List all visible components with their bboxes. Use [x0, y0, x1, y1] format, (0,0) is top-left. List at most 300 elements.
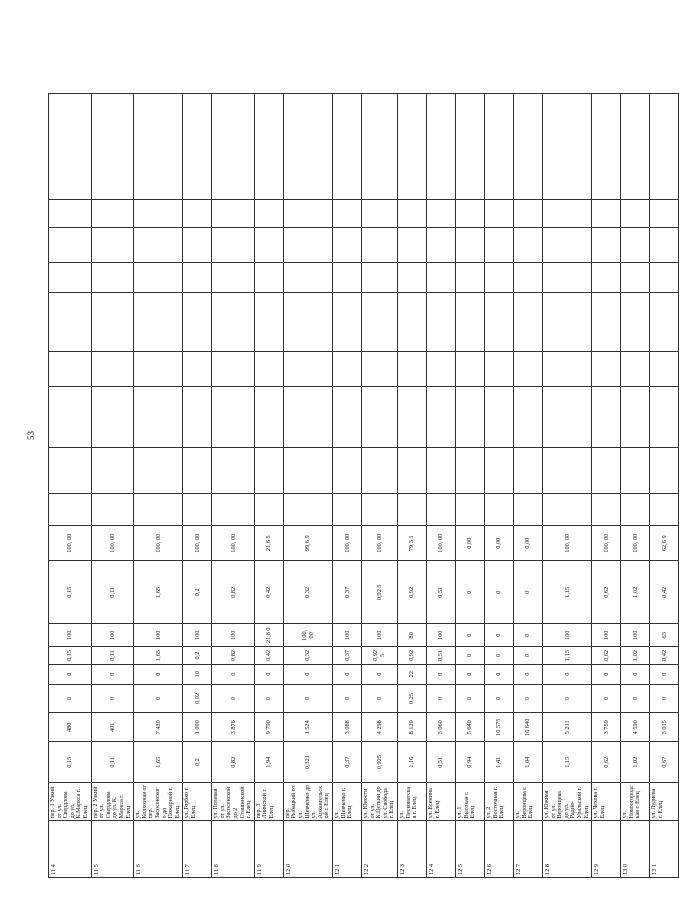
cell-c7: 0,2	[183, 561, 212, 624]
empty-cell	[455, 227, 484, 262]
cell-c2: 480	[49, 713, 92, 742]
cell-c8: 100, 00	[183, 526, 212, 561]
cell-c8: 100, 00	[49, 526, 92, 561]
empty-cell	[134, 200, 183, 227]
cell-c3: 0	[621, 684, 650, 712]
table-row	[362, 94, 398, 878]
empty-cell	[592, 448, 621, 494]
empty-cell	[621, 448, 650, 494]
cell-c3: 0	[212, 684, 255, 712]
empty-cell	[362, 387, 398, 448]
empty-cell	[183, 200, 212, 227]
cell-c2: 16 640	[513, 713, 542, 742]
cell-c4: 0	[621, 664, 650, 684]
empty-cell	[455, 352, 484, 387]
cell-c2: 3 088	[333, 713, 362, 742]
cell-n: 11 8	[212, 821, 255, 878]
cell-c5: 0,32	[283, 647, 332, 664]
empty-cell	[484, 200, 513, 227]
empty-cell	[91, 227, 134, 262]
empty-cell	[513, 263, 542, 293]
cell-c8: 100, 00	[621, 526, 650, 561]
empty-cell	[134, 293, 183, 352]
cell-c1: 1,16	[397, 742, 426, 782]
empty-cell	[254, 387, 283, 448]
empty-cell	[542, 293, 591, 352]
cell-n: 11 5	[91, 821, 134, 878]
cell-name: ул. Песковатская г. Елец	[397, 782, 426, 820]
cell-c6: 100	[426, 624, 455, 647]
cell-c4: 22	[397, 664, 426, 684]
cell-name: ул. 1 Высокая г. Елец	[455, 782, 484, 820]
cell-c4: 0	[592, 664, 621, 684]
table-row	[484, 94, 513, 878]
empty-cell	[426, 94, 455, 200]
cell-c6: 63	[650, 624, 679, 647]
cell-c2: 3 015	[650, 713, 679, 742]
empty-cell	[592, 293, 621, 352]
empty-cell	[455, 94, 484, 200]
cell-c6: 80	[397, 624, 426, 647]
cell-n: 12 3	[397, 821, 426, 878]
empty-cell	[134, 263, 183, 293]
empty-cell	[254, 200, 283, 227]
empty-cell	[455, 387, 484, 448]
cell-name: ул. Есенина г. Елец	[426, 782, 455, 820]
empty-cell	[650, 200, 679, 227]
cell-c6: 100	[212, 624, 255, 647]
cell-c7: 0,92 5	[362, 561, 398, 624]
cell-c7: 0,42	[650, 561, 679, 624]
cell-c1: 0,925	[362, 742, 398, 782]
cell-c6: 100	[542, 624, 591, 647]
cell-c8: 100, 00	[362, 526, 398, 561]
empty-cell	[183, 493, 212, 525]
cell-n: 12 7	[513, 821, 542, 878]
cell-c1: 0,62	[592, 742, 621, 782]
empty-cell	[283, 352, 332, 387]
cell-c4: 0	[49, 664, 92, 684]
empty-cell	[621, 493, 650, 525]
cell-name: ул. Полевая от ул. Засосенской до 2 Сташинской г. Елец	[212, 782, 255, 820]
cell-c6: 100, 00	[283, 624, 332, 647]
table-row	[455, 94, 484, 878]
cell-c1: 0,15	[49, 742, 92, 782]
empty-cell	[212, 293, 255, 352]
empty-cell	[426, 352, 455, 387]
empty-cell	[254, 293, 283, 352]
cell-c3: 0	[49, 684, 92, 712]
empty-cell	[283, 263, 332, 293]
empty-cell	[49, 352, 92, 387]
cell-name: пер. 1 Узкий от ул. Свердлова до ул. К.Маркса г. Елец	[49, 782, 92, 820]
empty-cell	[212, 493, 255, 525]
empty-cell	[254, 448, 283, 494]
cell-c6: 0	[455, 624, 484, 647]
empty-cell	[513, 227, 542, 262]
empty-cell	[484, 448, 513, 494]
cell-c3: 0	[362, 684, 398, 712]
empty-cell	[397, 387, 426, 448]
cell-c8: 100, 00	[134, 526, 183, 561]
empty-cell	[254, 352, 283, 387]
empty-cell	[49, 387, 92, 448]
cell-c1: 0,321	[283, 742, 332, 782]
empty-cell	[333, 200, 362, 227]
empty-cell	[397, 227, 426, 262]
table-row	[621, 94, 650, 878]
empty-cell	[333, 352, 362, 387]
empty-cell	[283, 387, 332, 448]
empty-cell	[134, 94, 183, 200]
empty-cell	[592, 493, 621, 525]
cell-c8: 100, 00	[91, 526, 134, 561]
cell-c3: 0	[513, 684, 542, 712]
table-row	[333, 94, 362, 878]
cell-name: ул. Юности от ул. К.Цеткин до ул. Свобода г. Елец	[362, 782, 398, 820]
empty-cell	[650, 352, 679, 387]
cell-c7: 0,37	[333, 561, 362, 624]
cell-c1: 0,94	[455, 742, 484, 782]
empty-cell	[283, 227, 332, 262]
cell-c5: 0,42	[254, 647, 283, 664]
cell-c7: 0,51	[426, 561, 455, 624]
empty-cell	[49, 94, 92, 200]
cell-c2: 1 000	[183, 713, 212, 742]
cell-c5: 0,15	[49, 647, 92, 664]
empty-cell	[397, 293, 426, 352]
empty-cell	[621, 94, 650, 200]
empty-cell	[621, 200, 650, 227]
cell-c4: 0	[513, 664, 542, 684]
empty-cell	[212, 448, 255, 494]
table-row	[49, 94, 92, 878]
table-row	[592, 94, 621, 878]
cell-c2: 401	[91, 713, 134, 742]
cell-c7: 0,11	[91, 561, 134, 624]
cell-c1: 0,2	[183, 742, 212, 782]
cell-c7: 0,42	[254, 561, 283, 624]
cell-c7: 1,02	[621, 561, 650, 624]
empty-cell	[455, 448, 484, 494]
empty-cell	[542, 387, 591, 448]
cell-c7: 0	[484, 561, 513, 624]
cell-c4: 0	[91, 664, 134, 684]
cell-c3: 0	[283, 684, 332, 712]
cell-c3: 0	[650, 684, 679, 712]
empty-cell	[333, 387, 362, 448]
empty-cell	[650, 293, 679, 352]
empty-cell	[49, 263, 92, 293]
cell-name: ул. Веронцева г. Елец	[513, 782, 542, 820]
empty-cell	[49, 493, 92, 525]
cell-c1: 1,02	[621, 742, 650, 782]
cell-c2: 9 790	[254, 713, 283, 742]
empty-cell	[592, 352, 621, 387]
empty-cell	[254, 493, 283, 525]
cell-c2: 5 640	[455, 713, 484, 742]
table-row	[254, 94, 283, 878]
cell-c1: 1,04	[513, 742, 542, 782]
cell-c5: 0	[484, 647, 513, 664]
cell-c5: 0,2	[183, 647, 212, 664]
empty-cell	[134, 387, 183, 448]
empty-cell	[91, 448, 134, 494]
empty-cell	[254, 263, 283, 293]
cell-c6: 0	[513, 624, 542, 647]
cell-c6: 100	[621, 624, 650, 647]
cell-c4: 0	[650, 664, 679, 684]
empty-cell	[183, 293, 212, 352]
cell-c3: 0	[254, 684, 283, 712]
cell-c5: 1,65	[134, 647, 183, 664]
cell-c7: 1,15	[542, 561, 591, 624]
cell-c4: 0	[484, 664, 513, 684]
cell-c5: 0,42	[650, 647, 679, 664]
empty-cell	[484, 263, 513, 293]
cell-n: 11 6	[134, 821, 183, 878]
empty-cell	[650, 387, 679, 448]
cell-n: 11 4	[49, 821, 92, 878]
empty-cell	[212, 387, 255, 448]
cell-c3: 0	[134, 684, 183, 712]
empty-cell	[49, 227, 92, 262]
empty-cell	[134, 493, 183, 525]
empty-cell	[333, 493, 362, 525]
cell-c5: 0,92	[397, 647, 426, 664]
cell-name: пер. 2 Узкий от ул. Свердлова до ул. К. Маркса г. Елец	[91, 782, 134, 820]
empty-cell	[621, 387, 650, 448]
empty-cell	[592, 200, 621, 227]
empty-cell	[362, 263, 398, 293]
table-row	[212, 94, 255, 878]
empty-cell	[592, 94, 621, 200]
empty-cell	[621, 293, 650, 352]
cell-c4: 0	[426, 664, 455, 684]
empty-cell	[484, 94, 513, 200]
cell-c1: 0,82	[212, 742, 255, 782]
cell-c7: 0	[513, 561, 542, 624]
cell-c8: 0,00	[455, 526, 484, 561]
cell-name: ул. Лудиева г. Елец	[650, 782, 679, 820]
empty-cell	[397, 200, 426, 227]
cell-c4: 0	[362, 664, 398, 684]
cell-name: ул. Колхозная от пер. Засосенского до Пожарной г. Елец	[134, 782, 183, 820]
cell-c3: 0	[542, 684, 591, 712]
cell-c7: 0,92	[397, 561, 426, 624]
cell-c5: 0,11	[91, 647, 134, 664]
empty-cell	[333, 94, 362, 200]
cell-name: ул. Чехова г. Елец	[592, 782, 621, 820]
empty-cell	[283, 94, 332, 200]
empty-cell	[426, 200, 455, 227]
empty-cell	[426, 387, 455, 448]
cell-c2: 8 120	[397, 713, 426, 742]
cell-c2: 3 759	[592, 713, 621, 742]
empty-cell	[542, 352, 591, 387]
empty-cell	[397, 493, 426, 525]
cell-c8: 79,3 1	[397, 526, 426, 561]
empty-cell	[134, 448, 183, 494]
cell-c5: 0,62	[592, 647, 621, 664]
empty-cell	[183, 227, 212, 262]
empty-cell	[91, 387, 134, 448]
empty-cell	[333, 227, 362, 262]
cell-c1: 0,11	[91, 742, 134, 782]
table-row	[650, 94, 679, 878]
cell-c3: 0	[455, 684, 484, 712]
empty-cell	[621, 352, 650, 387]
cell-c1: 0,67	[650, 742, 679, 782]
cell-c2: 4 590	[621, 713, 650, 742]
empty-cell	[650, 227, 679, 262]
empty-cell	[592, 387, 621, 448]
empty-cell	[426, 448, 455, 494]
empty-cell	[333, 293, 362, 352]
cell-n: 11 9	[254, 821, 283, 878]
cell-n: 13 1	[650, 821, 679, 878]
cell-c3: 0,02	[183, 684, 212, 712]
cell-c8: 100, 00	[333, 526, 362, 561]
cell-c1: 1,41	[484, 742, 513, 782]
cell-c5: 0,82	[212, 647, 255, 664]
empty-cell	[426, 293, 455, 352]
empty-cell	[513, 200, 542, 227]
cell-name: пер. 3 Лнинской г. Елец	[254, 782, 283, 820]
empty-cell	[91, 94, 134, 200]
empty-cell	[484, 493, 513, 525]
empty-cell	[212, 227, 255, 262]
cell-c5: 1,15	[542, 647, 591, 664]
empty-cell	[455, 200, 484, 227]
empty-cell	[592, 263, 621, 293]
empty-cell	[212, 352, 255, 387]
empty-cell	[484, 227, 513, 262]
cell-c6: 100	[134, 624, 183, 647]
cell-c6: 0	[484, 624, 513, 647]
empty-cell	[542, 94, 591, 200]
empty-cell	[455, 293, 484, 352]
empty-cell	[542, 227, 591, 262]
empty-cell	[91, 493, 134, 525]
table-row	[183, 94, 212, 878]
cell-c6: 100	[362, 624, 398, 647]
empty-cell	[91, 263, 134, 293]
table-row	[91, 94, 134, 878]
cell-c8: 21,6 5	[254, 526, 283, 561]
empty-cell	[513, 493, 542, 525]
cell-c4: 0	[134, 664, 183, 684]
cell-c3: 0,25	[397, 684, 426, 712]
rotated-table-container	[48, 93, 668, 878]
empty-cell	[362, 352, 398, 387]
cell-c6: 21,8 0	[254, 624, 283, 647]
empty-cell	[542, 200, 591, 227]
empty-cell	[183, 94, 212, 200]
empty-cell	[134, 352, 183, 387]
cell-c1: 0,51	[426, 742, 455, 782]
cell-c4: 0	[254, 664, 283, 684]
table-row	[513, 94, 542, 878]
empty-cell	[426, 493, 455, 525]
empty-cell	[183, 263, 212, 293]
cell-c4: 0	[212, 664, 255, 684]
empty-cell	[397, 263, 426, 293]
empty-cell	[283, 448, 332, 494]
empty-cell	[650, 263, 679, 293]
empty-cell	[49, 448, 92, 494]
empty-cell	[513, 352, 542, 387]
empty-cell	[513, 94, 542, 200]
empty-cell	[426, 263, 455, 293]
empty-cell	[542, 448, 591, 494]
empty-cell	[283, 200, 332, 227]
cell-n: 13 0	[621, 821, 650, 878]
cell-c4: 0	[542, 664, 591, 684]
cell-c7: 0,32	[283, 561, 332, 624]
empty-cell	[592, 227, 621, 262]
cell-n: 11 7	[183, 821, 212, 878]
cell-n: 12 8	[542, 821, 591, 878]
cell-name: ул. 2 Восточная г. Елец	[484, 782, 513, 820]
cell-c5: 0	[513, 647, 542, 664]
cell-n: 12 0	[283, 821, 332, 878]
cell-c8: 0,00	[484, 526, 513, 561]
data-table	[48, 93, 679, 878]
cell-c7: 0	[455, 561, 484, 624]
cell-c8: 100, 00	[212, 526, 255, 561]
cell-c8: 99,6 9	[283, 526, 332, 561]
empty-cell	[484, 387, 513, 448]
cell-c7: 0,82	[212, 561, 255, 624]
empty-cell	[397, 94, 426, 200]
cell-c5: 0,51	[426, 647, 455, 664]
cell-c8: 0,00	[513, 526, 542, 561]
empty-cell	[362, 493, 398, 525]
cell-c1: 0,37	[333, 742, 362, 782]
table-row	[426, 94, 455, 878]
cell-c8: 100, 00	[592, 526, 621, 561]
empty-cell	[455, 263, 484, 293]
cell-c2: 10 575	[484, 713, 513, 742]
empty-cell	[183, 352, 212, 387]
cell-c6: 100	[91, 624, 134, 647]
cell-c5: 0,37	[333, 647, 362, 664]
cell-c4: 0	[455, 664, 484, 684]
empty-cell	[49, 293, 92, 352]
empty-cell	[362, 227, 398, 262]
cell-c3: 0	[484, 684, 513, 712]
cell-c3: 0	[592, 684, 621, 712]
cell-name: ул. Новоогородская г. Елец	[621, 782, 650, 820]
empty-cell	[91, 293, 134, 352]
table-row	[397, 94, 426, 878]
empty-cell	[212, 94, 255, 200]
cell-c7: 0,15	[49, 561, 92, 624]
table-row	[283, 94, 332, 878]
empty-cell	[254, 227, 283, 262]
cell-c3: 0	[91, 684, 134, 712]
empty-cell	[49, 200, 92, 227]
empty-cell	[542, 493, 591, 525]
cell-n: 12 9	[592, 821, 621, 878]
empty-cell	[362, 448, 398, 494]
cell-c6: 100	[183, 624, 212, 647]
cell-c1: 1,15	[542, 742, 591, 782]
cell-n: 12 4	[426, 821, 455, 878]
empty-cell	[183, 448, 212, 494]
cell-c3: 0	[426, 684, 455, 712]
